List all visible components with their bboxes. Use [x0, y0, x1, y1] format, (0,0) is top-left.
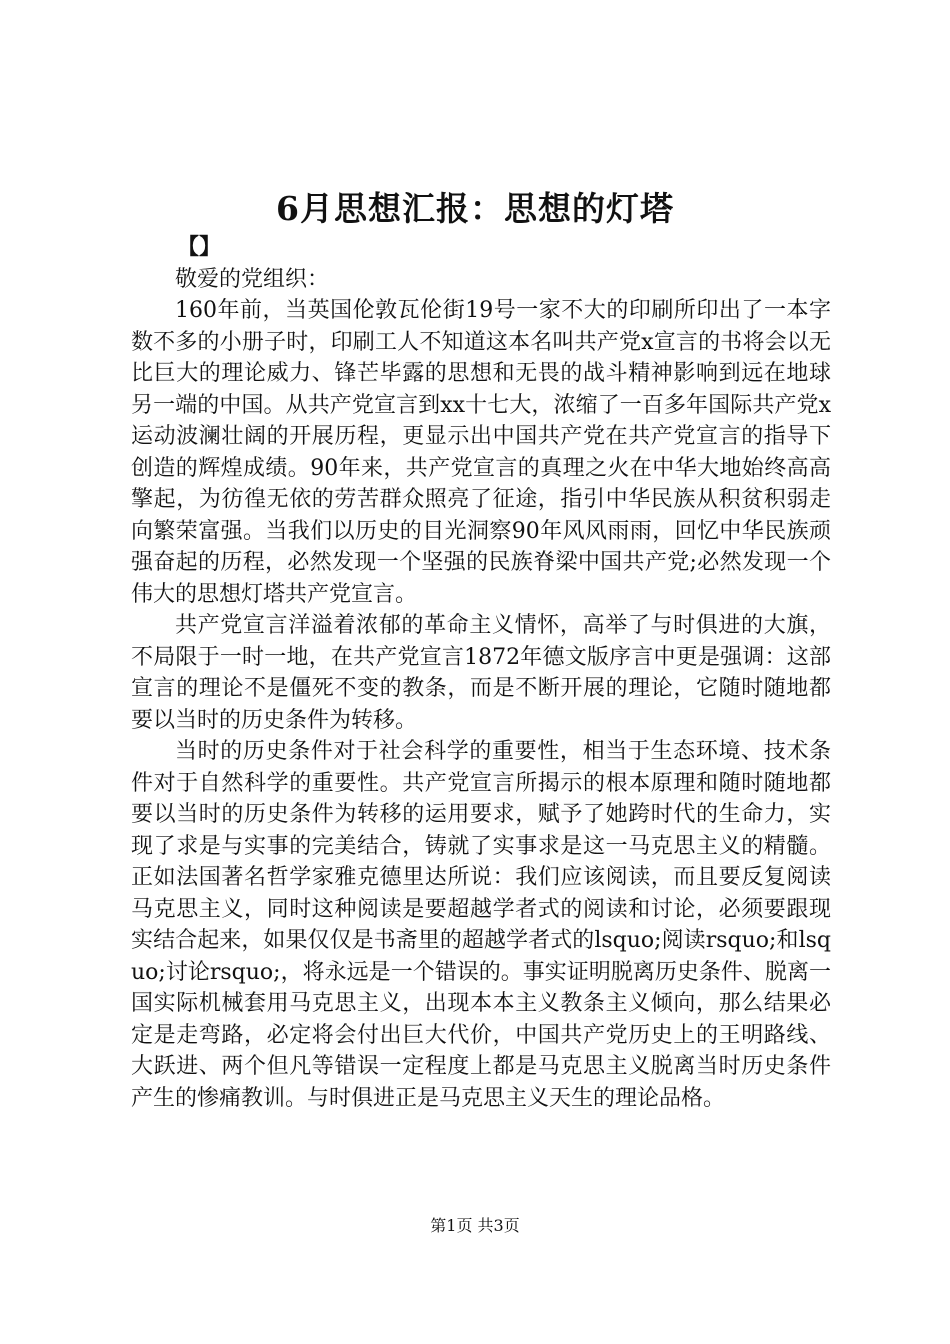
bracket-marker: 【】 — [177, 234, 222, 260]
body-paragraph: 共产党宣言洋溢着浓郁的革命主义情怀，高举了与时俱进的大旗，不局限于一时一地，在共产党宣言1872年德文版序言中更是强调：这部宣言的理论不是僵死不变的教条，而是不断开展的理论，它随时随地都要以当时的历史条件为转移。 — [131, 613, 831, 733]
salutation: 敬爱的党组织： — [175, 266, 330, 292]
page-title: 6月思想汇报：思想的灯塔 — [276, 189, 674, 228]
body-paragraph: 当时的历史条件对于社会科学的重要性，相当于生态环境、技术条件对于自然科学的重要性。共产党宣言所揭示的根本原理和随时随地都要以当时的历史条件为转移的运用要求，赋予了她跨时代的生命力，实现了求是与实事的完美结合，铸就了实事求是这一马克思主义的精髓。正如法国著名哲学家雅克德里达所说：我们应该阅读，而且要反复阅读马克思主义，同时这种阅读是要超越学者式的阅读和讨论，必须要跟现实结合起来，如果仅仅是书斋里的超越学者式的lsquo;阅读rsquo;和lsquo;讨论rsquo;，将永远是一个错误的。事实证明脱离历史条件、脱离一国实际机械套用马克思主义，出现本本主义教条主义倾向，那么结果必定是走弯路，必定将会付出巨大代价，中国共产党历史上的王明路线、大跃进、两个但凡等错误一定程度上都是马克思主义脱离当时历史条件产生的惨痛教训。与时俱进正是马克思主义天生的理论品格。 — [131, 739, 831, 1111]
page-footer: 第1页 共3页 — [430, 1216, 520, 1235]
document-body — [131, 232, 831, 1114]
body-paragraph: 160年前，当英国伦敦瓦伦街19号一家不大的印刷所印出了一本字数不多的小册子时，印刷工人不知道这本名叫共产党x宣言的书将会以无比巨大的理论威力、锋芒毕露的思想和无畏的战斗精神影响到远在地球另一端的中国。从共产党宣言到xx十七大，浓缩了一百多年国际共产党x运动波澜壮阔的开展历程，更显示出中国共产党在共产党宣言的指导下创造的辉煌成绩。90年来，共产党宣言的真理之火在中华大地始终高高擎起，为彷徨无依的劳苦群众照亮了征途，指引中华民族从积贫积弱走向繁荣富强。当我们以历史的目光洞察90年风风雨雨，回忆中华民族顽强奋起的历程，必然发现一个坚强的民族脊梁中国共产党;必然发现一个伟大的思想灯塔共产党宣言。 — [131, 298, 831, 607]
